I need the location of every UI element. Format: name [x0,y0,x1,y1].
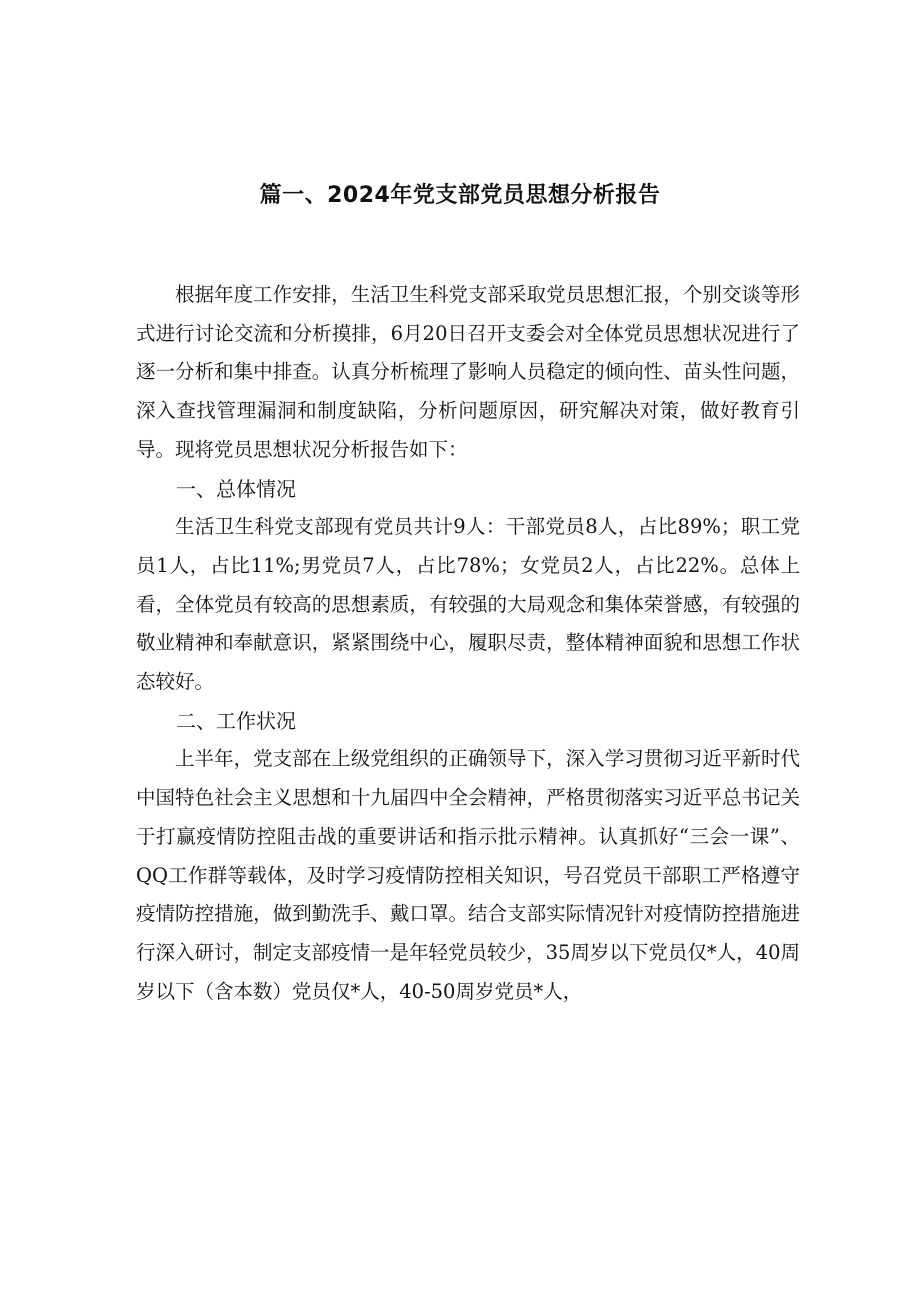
document-body [136,276,800,1011]
document-title: 篇一、2024年党支部党员思想分析报告 [259,183,661,208]
section-paragraph-work: 上半年，党支部在上级党组织的正确领导下，深入学习贯彻习近平新时代中国特色社会主义思想和十九届四中全会精神，严格贯彻落实习近平总书记关于打赢疫情防控阻击战的重要讲话和指示批示精神。认真抓好“三会一课”、QQ工作群等载体，及时学习疫情防控相关知识，号召党员干部职工严格遵守疫情防控措施，做到勤洗手、戴口罩。结合支部实际情况针对疫情防控措施进行深入研讨，制定支部疫情一是年轻党员较少，35周岁以下党员仅*人，40周岁以下（含本数）党员仅*人，40-50周岁党员*人， [136,747,800,1003]
section-heading-work: 二、工作状况 [176,708,296,733]
intro-paragraph: 根据年度工作安排，生活卫生科党支部采取党员思想汇报，个别交谈等形式进行讨论交流和分析摸排，6月20日召开支委会对全体党员思想状况进行了逐一分析和集中排查。认真分析梳理了影响人员稳定的倾向性、苗头性问题，深入查找管理漏洞和制度缺陷，分析问题原因，研究解决对策，做好教育引导。现将党员思想状况分析报告如下： [136,283,800,461]
section-paragraph-overall: 生活卫生科党支部现有党员共计9人：干部党员8人，占比89%；职工党员1人，占比11%;男党员7人，占比78%；女党员2人，占比22%。总体上看，全体党员有较高的思想素质，有较强的大局观念和集体荣誉感，有较强的敬业精神和奉献意识，紧紧围绕中心，履职尽责，整体精神面貌和思想工作状态较好。 [136,515,800,694]
section-heading-overall: 一、总体情况 [176,476,296,501]
